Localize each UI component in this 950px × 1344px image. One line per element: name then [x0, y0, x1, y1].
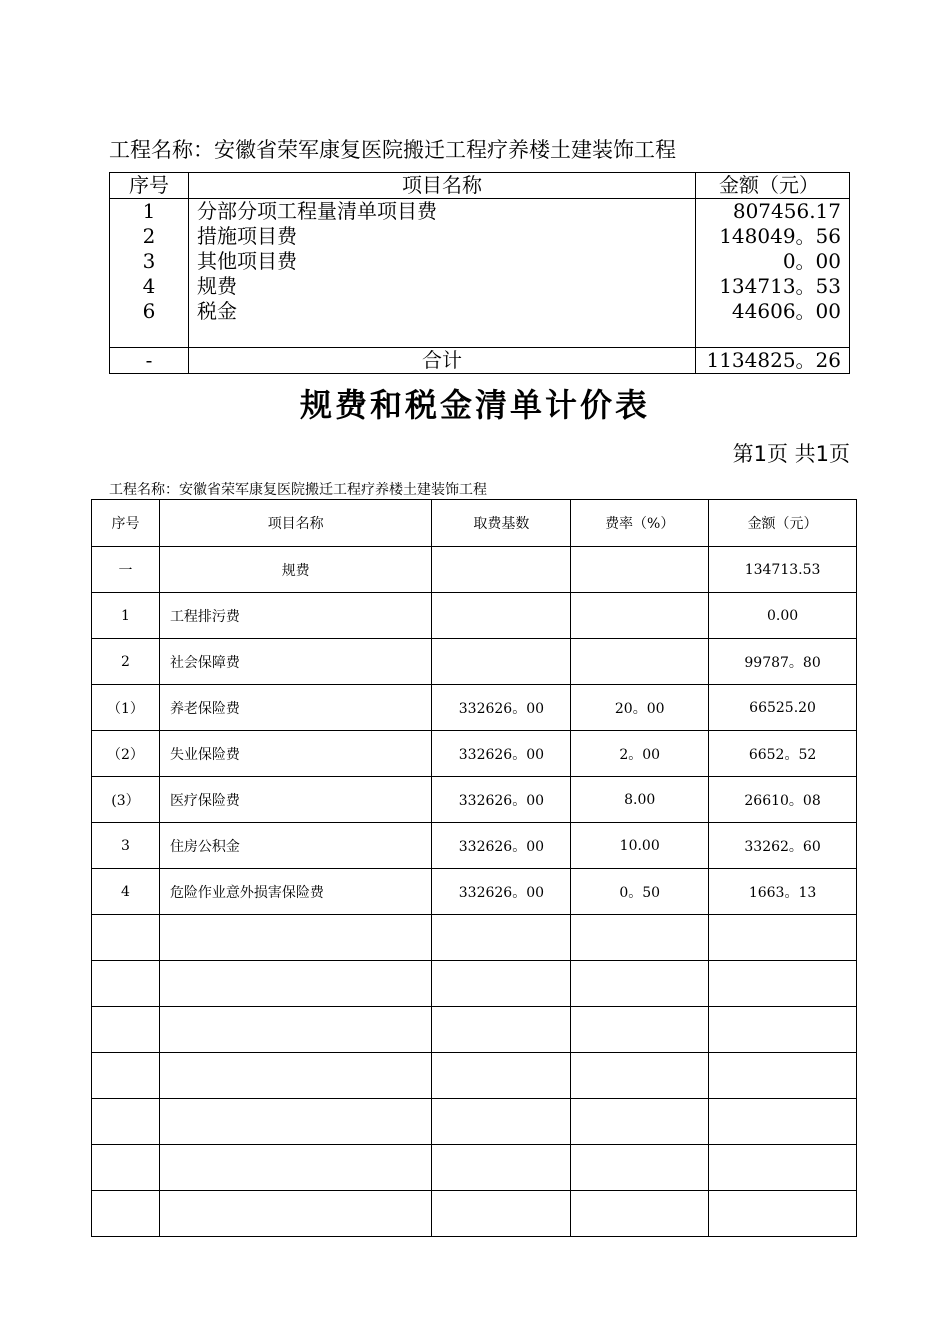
- summary-amount: 148049。56: [719, 224, 841, 248]
- fee-rate: 0。50: [571, 869, 709, 915]
- empty-cell: [92, 1191, 160, 1237]
- summary-item-name: 税金: [197, 299, 237, 323]
- fee-item-name: 社会保障费: [159, 639, 432, 685]
- empty-cell: [92, 915, 160, 961]
- fee-amount: 6652。52: [709, 731, 857, 777]
- fee-base: 332626。00: [432, 777, 571, 823]
- summary-header-row: [110, 173, 850, 199]
- empty-cell: [159, 915, 432, 961]
- fee-header-base: 取费基数: [432, 500, 571, 547]
- fee-rate: 8.00: [571, 777, 709, 823]
- summary-amount: 0。00: [782, 249, 841, 273]
- empty-cell: [571, 1099, 709, 1145]
- empty-cell: [571, 1145, 709, 1191]
- empty-cell: [571, 1007, 709, 1053]
- summary-seq: 2: [142, 224, 156, 248]
- empty-cell: [709, 1053, 857, 1099]
- fee-table: [91, 499, 857, 1237]
- fee-base: 332626。00: [432, 731, 571, 777]
- empty-cell: [432, 1007, 571, 1053]
- empty-cell: [571, 1053, 709, 1099]
- empty-row: [92, 1007, 857, 1053]
- table-row: [92, 869, 857, 915]
- summary-seq: 3: [142, 249, 156, 273]
- summary-table: [109, 172, 850, 374]
- fee-header-amount: 金额（元）: [709, 500, 857, 547]
- fee-header-seq: 序号: [92, 500, 160, 547]
- fee-item-name: 危险作业意外损害保险费: [159, 869, 432, 915]
- fee-base: 332626。00: [432, 823, 571, 869]
- fee-base: [432, 593, 571, 639]
- fee-rate: 2。00: [571, 731, 709, 777]
- fee-item-name: 医疗保险费: [159, 777, 432, 823]
- empty-row: [92, 1145, 857, 1191]
- summary-amount: 807456.17: [732, 199, 841, 223]
- fee-base: 332626。00: [432, 869, 571, 915]
- fee-seq: (3）: [92, 777, 160, 823]
- empty-cell: [709, 961, 857, 1007]
- table-row: [92, 731, 857, 777]
- fee-seq: （1）: [92, 685, 160, 731]
- empty-row: [92, 1053, 857, 1099]
- summary-seq-column: [110, 199, 189, 348]
- empty-cell: [432, 1191, 571, 1237]
- empty-cell: [571, 961, 709, 1007]
- empty-row: [92, 1191, 857, 1237]
- empty-cell: [159, 1053, 432, 1099]
- fee-amount: 0.00: [709, 593, 857, 639]
- empty-cell: [709, 915, 857, 961]
- empty-cell: [159, 1099, 432, 1145]
- table-row: [92, 685, 857, 731]
- summary-body-row: [110, 199, 850, 348]
- fee-amount: 99787。80: [709, 639, 857, 685]
- fee-amount: 66525.20: [709, 685, 857, 731]
- summary-total-row: [110, 348, 850, 374]
- page-title: 规费和税金清单计价表: [299, 386, 650, 424]
- fee-seq: 3: [92, 823, 160, 869]
- fee-header-rate: 费率（%）: [571, 500, 709, 547]
- fee-rate: 20。00: [571, 685, 709, 731]
- summary-seq: 6: [142, 299, 156, 323]
- empty-cell: [571, 915, 709, 961]
- summary-item-name: 其他项目费: [197, 249, 297, 273]
- empty-cell: [432, 1099, 571, 1145]
- fee-rate: [571, 639, 709, 685]
- summary-header-amount: 金额（元）: [696, 173, 850, 199]
- empty-cell: [92, 1145, 160, 1191]
- summary-header-name: 项目名称: [189, 173, 696, 199]
- fee-item-name: 住房公积金: [159, 823, 432, 869]
- fee-base: [432, 547, 571, 593]
- fee-seq: 一: [92, 547, 160, 593]
- table-row: [92, 639, 857, 685]
- empty-cell: [432, 1053, 571, 1099]
- fee-seq: 4: [92, 869, 160, 915]
- fee-amount: 33262。60: [709, 823, 857, 869]
- summary-amount: 134713。53: [719, 274, 841, 298]
- table-row: [92, 547, 857, 593]
- fee-item-name: 工程排污费: [159, 593, 432, 639]
- fee-rate: [571, 593, 709, 639]
- empty-cell: [92, 961, 160, 1007]
- page-number: 第1页 共1页: [732, 442, 850, 466]
- empty-cell: [571, 1191, 709, 1237]
- fee-item-name: 养老保险费: [159, 685, 432, 731]
- fee-rate: [571, 547, 709, 593]
- summary-amount-column: [696, 199, 850, 348]
- summary-header-seq: 序号: [110, 173, 189, 199]
- empty-cell: [432, 961, 571, 1007]
- summary-project-name: 工程名称：安徽省荣军康复医院搬迁工程疗养楼土建装饰工程: [109, 138, 676, 162]
- empty-cell: [432, 1145, 571, 1191]
- empty-cell: [159, 961, 432, 1007]
- empty-cell: [709, 1145, 857, 1191]
- summary-seq: 1: [142, 199, 156, 223]
- summary-item-name: 措施项目费: [197, 224, 297, 248]
- table-row: [92, 593, 857, 639]
- fee-project-name: 工程名称：安徽省荣军康复医院搬迁工程疗养楼土建装饰工程: [109, 482, 487, 498]
- empty-cell: [92, 1053, 160, 1099]
- empty-cell: [92, 1099, 160, 1145]
- fee-seq: 2: [92, 639, 160, 685]
- empty-cell: [709, 1191, 857, 1237]
- fee-rate: 10.00: [571, 823, 709, 869]
- summary-name-column: [189, 199, 696, 348]
- summary-item-name: 规费: [197, 274, 237, 298]
- empty-cell: [709, 1007, 857, 1053]
- table-row: [92, 777, 857, 823]
- table-row: [92, 823, 857, 869]
- fee-item-name: 规费: [159, 547, 432, 593]
- fee-header-name: 项目名称: [159, 500, 432, 547]
- empty-cell: [432, 915, 571, 961]
- summary-amount: 44606。00: [731, 299, 841, 323]
- summary-total-amount: 1134825。26: [696, 348, 850, 374]
- summary-seq: 4: [142, 274, 156, 298]
- empty-cell: [159, 1007, 432, 1053]
- empty-row: [92, 915, 857, 961]
- fee-amount: 1663。13: [709, 869, 857, 915]
- empty-cell: [159, 1145, 432, 1191]
- fee-base: 332626。00: [432, 685, 571, 731]
- empty-cell: [92, 1007, 160, 1053]
- fee-seq: 1: [92, 593, 160, 639]
- fee-seq: （2）: [92, 731, 160, 777]
- summary-item-name: 分部分项工程量清单项目费: [197, 199, 437, 223]
- empty-cell: [709, 1099, 857, 1145]
- empty-cell: [159, 1191, 432, 1237]
- empty-row: [92, 961, 857, 1007]
- fee-item-name: 失业保险费: [159, 731, 432, 777]
- empty-row: [92, 1099, 857, 1145]
- fee-amount: 134713.53: [709, 547, 857, 593]
- fee-header-row: [92, 500, 857, 547]
- fee-amount: 26610。08: [709, 777, 857, 823]
- summary-total-seq: -: [110, 348, 189, 374]
- fee-base: [432, 639, 571, 685]
- summary-total-label: 合计: [189, 348, 696, 374]
